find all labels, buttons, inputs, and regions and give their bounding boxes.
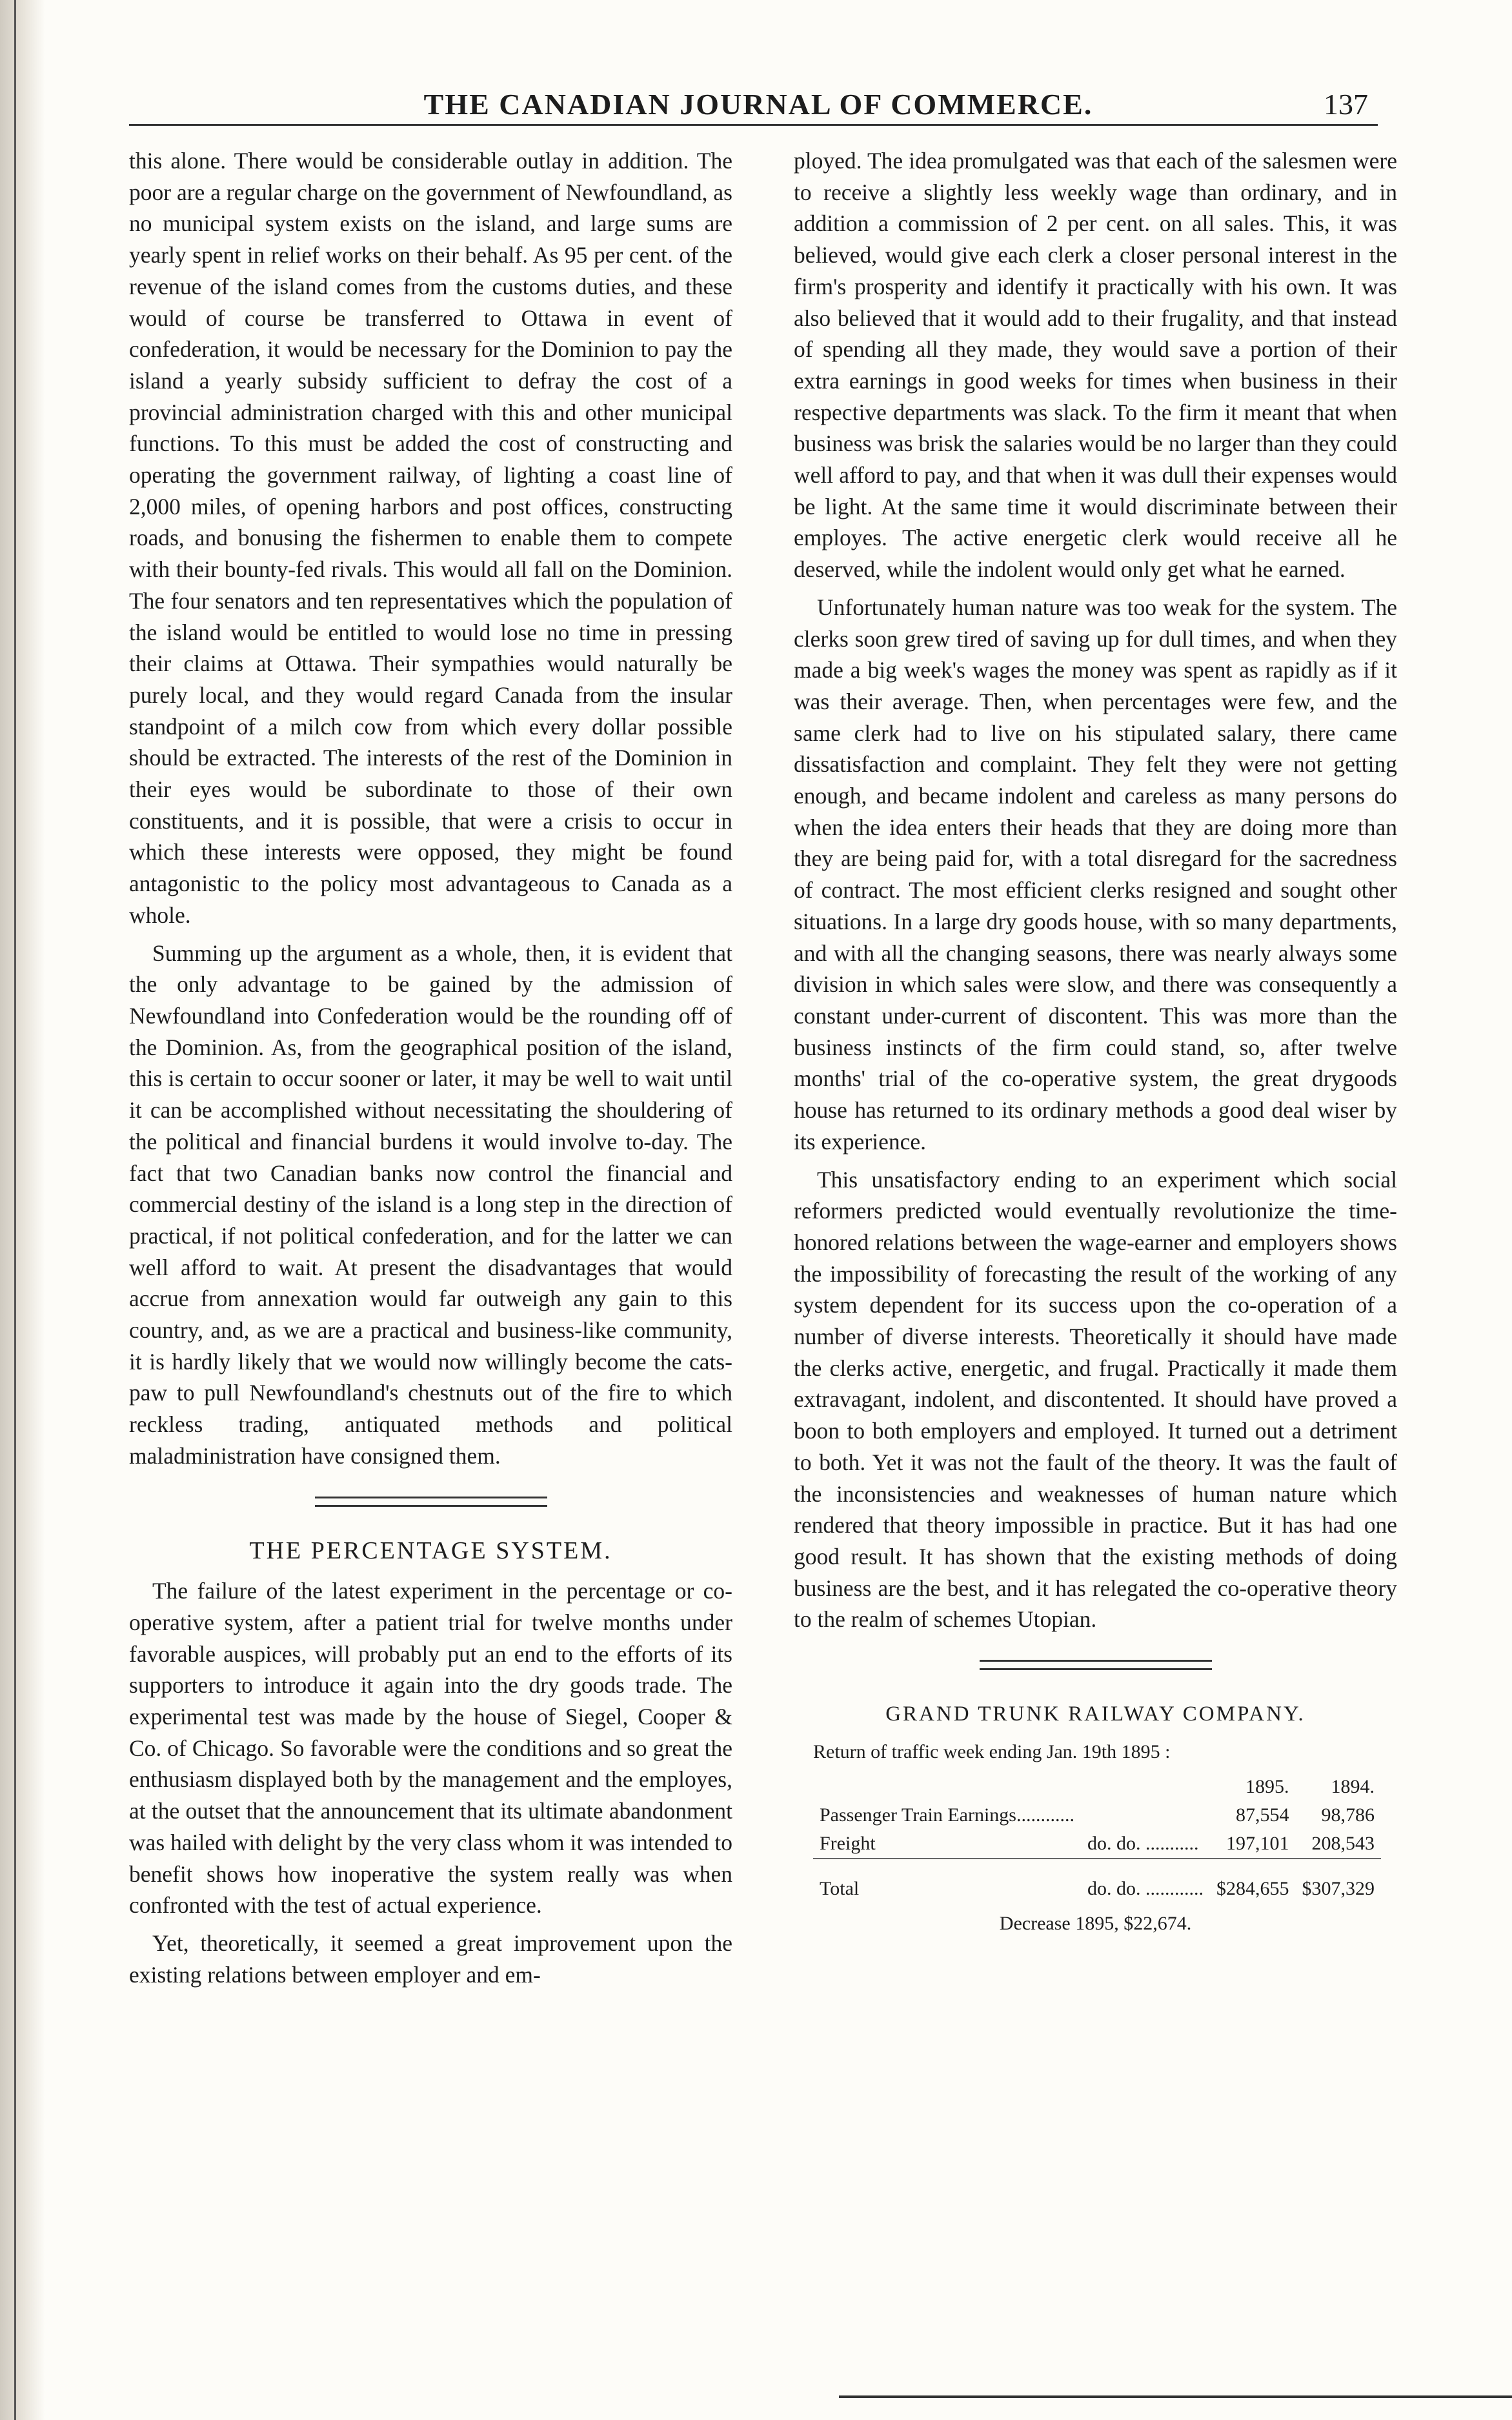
report-subtitle: Return of traffic week ending Jan. 19th 1895 : — [813, 1740, 1171, 1762]
paragraph: Unfortunately human nature was too weak for the system. The clerks soon grew tired of saving up for dull times, and when they made a big week's wages the money was spent as rapidly as if it was their average. Then, when percentages were few, and the same clerk had to live on his stipulated salary, there came dissatisfaction and complaint. They felt they were not getting enough, and became indolent and careless as many persons do when the idea enters their heads that they are doing more than they are being paid for, with a total disregard for the sacredness of contract. The most efficient clerks resigned and sought other situations. In a large dry goods house, with so many departments, and with all the changing seasons, there was nearly always some division in which sales were slow, and there was consequently a constant under-current of discontent. This was more than the business instincts of the firm could stand, so, after twelve months' trial of the co-operative system, the great drygoods house has returned to its ordinary methods a good deal wiser by its experience. — [794, 594, 1397, 1155]
value-1895: 197,101 — [1225, 1833, 1289, 1855]
traffic-table — [813, 1773, 1381, 1903]
value-1895: 87,554 — [1235, 1804, 1289, 1826]
table-header-row — [813, 1773, 1381, 1801]
total-1894: $307,329 — [1295, 1859, 1381, 1903]
left-column — [129, 145, 732, 1997]
value-1894: 98,786 — [1321, 1804, 1375, 1826]
row-mid — [1081, 1801, 1210, 1830]
binding-rule — [14, 0, 16, 2420]
table-row — [813, 1830, 1381, 1859]
row-label: Passenger Train Earnings............ — [820, 1804, 1074, 1826]
value-1894: 208,543 — [1311, 1833, 1375, 1855]
grand-trunk-report — [794, 1699, 1397, 1940]
year-1894-header: 1894. — [1331, 1776, 1375, 1798]
paragraph: ployed. The idea promulgated was that each of the salesmen were to receive a slightly less weekly wage than ordinary, and in addition a commission of 2 per cent. on all sales. This, it was believed, would give each clerk a closer personal interest in the firm's prosperity and identify it practically with his own. It was also believed that it would add to their frugality, and that instead of spending all they made, they would save a portion of their extra earnings in good weeks for times when business in their respective departments was slack. To the firm it meant that when business was brisk the salaries would be no larger than they could well afford to pay, and that when it was dull their expenses would be light. At the same time it would discriminate between their employes. The active energetic clerk would receive all he deserved, while the indolent would only get what he earned. — [794, 148, 1397, 583]
section-divider — [315, 1497, 547, 1507]
total-row — [813, 1859, 1381, 1903]
total-mid: do. do. ............ — [1081, 1859, 1210, 1903]
row-mid: do. do. ........... — [1087, 1833, 1199, 1855]
journal-title: THE CANADIAN JOURNAL OF COMMERCE. — [423, 88, 1093, 121]
total-1895: $284,655 — [1210, 1859, 1296, 1903]
page-binding-edge — [0, 0, 45, 2420]
bottom-rule — [839, 2395, 1512, 2398]
page-number: 137 — [1324, 88, 1368, 121]
paragraph: Yet, theoretically, it seemed a great improvement upon the existing relations between employer and em- — [129, 1930, 732, 1988]
section-divider — [980, 1660, 1212, 1670]
report-title: GRAND TRUNK RAILWAY COMPANY. — [885, 1702, 1305, 1726]
row-label: Freight — [820, 1833, 876, 1855]
paragraph: This unsatisfactory ending to an experiment which social reformers predicted would eventually revolutionize the time-honored relations between the wage-earner and employers shows the impossibility of forecasting the result of the working of any system dependent for its success upon the co-operation of a number of diverse interests. Theoretically it should have made the clerks active, energetic, and frugal. Practically it made them extravagant, indolent, and discontented. It should have proved a boon to both employers and employed. It turned out a detriment to both. Yet it was not the fault of the theory. It was the fault of the inconsistencies and weaknesses of human nature which rendered that theory impossible in practice. But it has had one good result. It has shown that the existing methods of doing business are the best, and it has relegated the co-operative theory to the realm of schemes Utopian. — [794, 1166, 1397, 1633]
total-label: Total — [813, 1859, 1081, 1903]
section-title: THE PERCENTAGE SYSTEM. — [249, 1537, 612, 1564]
decrease-note: Decrease 1895, $22,674. — [999, 1913, 1192, 1935]
paragraph: Summing up the argument as a whole, then, it is evident that the only advantage to be gained by the admission of Newfoundland into Confederation would be the rounding off of the Dominion. As, from the geographical position of the island, this is certain to occur sooner or later, it may be well to wait until it can be accomplished without necessitating the shouldering of the political and financial burdens it would involve to-day. The fact that two Canadian banks now control the financial and commercial destiny of the island is a long step in the direction of practical, if not political confederation, and for the latter we can well afford to wait. At present the disadvantages that would accrue from annexation would far outweigh any gain to this country, and, as we are a practical and business-like community, it is hardly likely that we would now willingly become the cats-paw to pull Newfoundland's chestnuts out of the fire to which reckless trading, antiquated methods and political maladministration have consigned them. — [129, 940, 732, 1469]
paragraph: The failure of the latest experiment in the percentage or co-operative system, after a patient trial for twelve months under favorable auspices, will probably put an end to the efforts of its supporters to introduce it again into the dry goods trade. The experimental test was made by the house of Siegel, Cooper & Co. of Chicago. So favorable were the conditions and so great the enthusiasm displayed both by the management and the employes, at the outset that the announcement that its ultimate abandonment was hailed with delight by the very class whom it was intended to benefit shows how inoperative the system really was when confronted with the test of actual experience. — [129, 1578, 732, 1919]
table-row — [813, 1801, 1381, 1830]
year-1895-header: 1895. — [1245, 1776, 1289, 1798]
page-header — [148, 87, 1368, 126]
right-column — [794, 145, 1397, 1940]
paragraph: this alone. There would be considerable outlay in addition. The poor are a regular charge on the government of Newfoundland, as no municipal system exists on the island, and large sums are yearly spent in relief works on their behalf. As 95 per cent. of the revenue of the island comes from the customs duties, and these would of course be transferred to Ottawa in event of confederation, it would be necessary for the Dominion to pay the island a yearly subsidy sufficient to defray the cost of a provincial administration charged with this and other municipal functions. To this must be added the cost of constructing and operating the government railway, of lighting a coast line of 2,000 miles, of opening harbors and post offices, constructing roads, and bonusing the fishermen to enable them to compete with their bounty-fed rivals. This would all fall on the Dominion. The four senators and ten representatives which the population of the island would be entitled to would lose no time in pressing their claims at Ottawa. Their sympathies would naturally be purely local, and they would regard Canada from the insular standpoint of a milch cow from which every dollar possible should be extracted. The interests of the rest of the Dominion in their eyes would be subordinate to those of their own constituents, and it is possible, that were a crisis to occur in which these interests were opposed, they might be found antagonistic to the policy most advantageous to Canada as a whole. — [129, 148, 732, 928]
header-rule — [129, 124, 1378, 126]
